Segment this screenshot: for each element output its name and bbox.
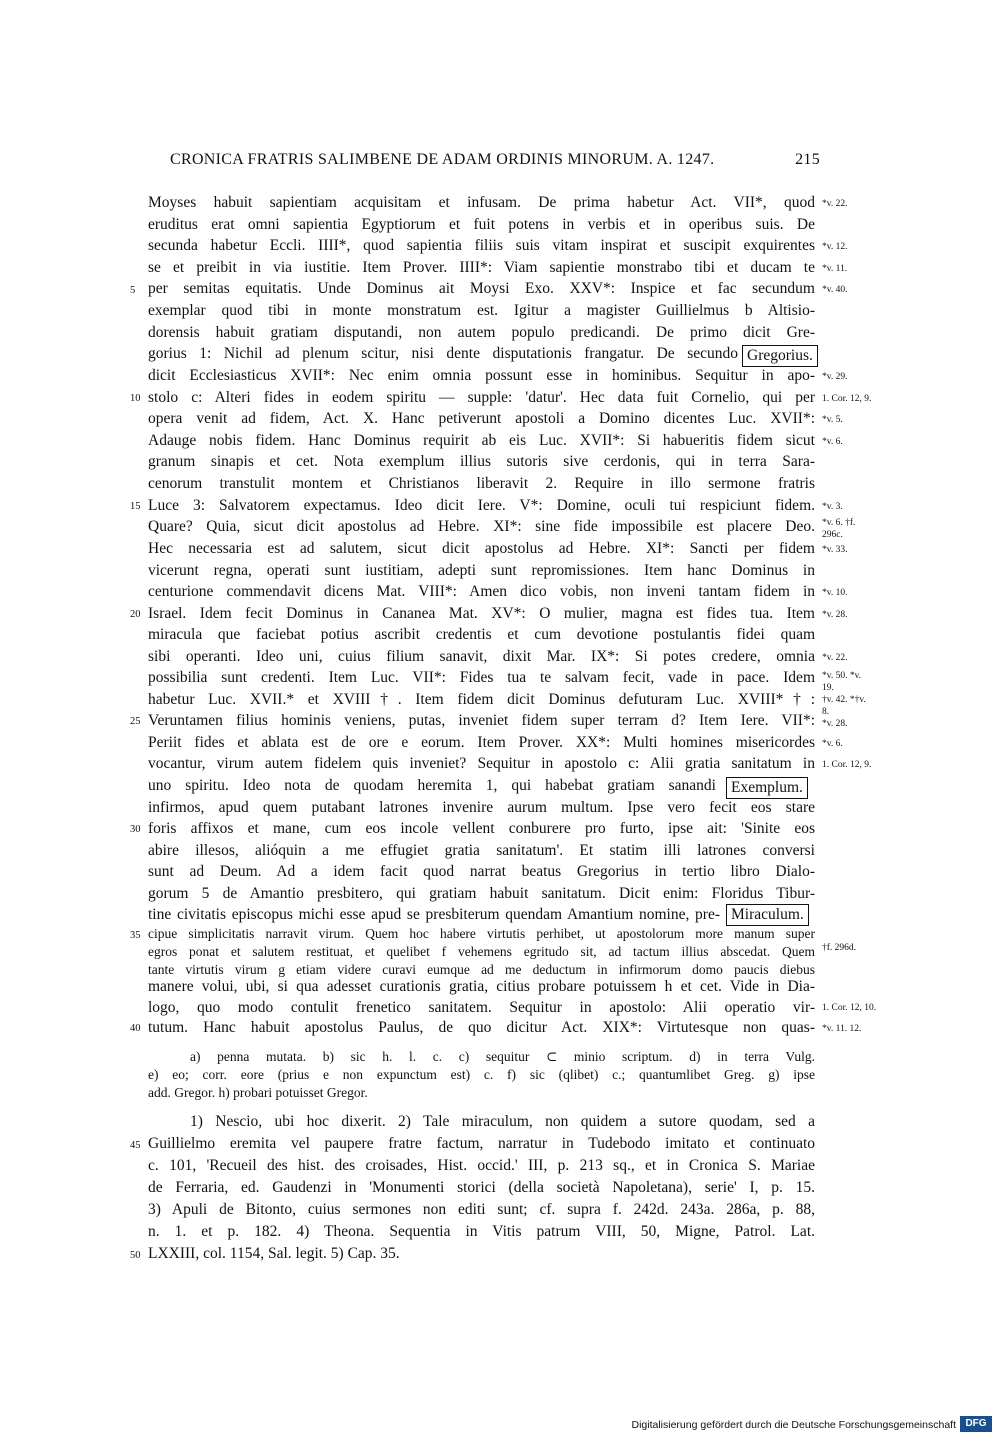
margin-reference: 1. Cor. 12, 9. [822, 760, 872, 770]
text-line: opera venit ad fidem, Act. X. Hanc petiverunt apostoli a Domino dicentes Luc. XVII*: [148, 410, 815, 427]
dfg-logo: DFG [960, 1416, 992, 1432]
margin-reference: *v. 50. *v. 19. [822, 671, 862, 693]
footnote-line: de Ferraria, ed. Gaudenzi in 'Monumenti storici (della società Napoletana), serie' I, p. 15. [148, 1179, 815, 1196]
text-line: secunda habetur Eccli. IIII*, quod sapientia filiis suis vitam inspirat et suscipit exquirentes [148, 237, 815, 254]
quote-line: tante virtutis virum g etiam videre curavi eumque ad me deductum in infirmorum domo paucis diebus [148, 962, 815, 977]
text-line: Hec necessaria est ad salutem, sicut dicit apostolus ad Hebre. XI*: Sancti per fidem [148, 540, 815, 557]
apparatus-line: a) penna mutata. b) sic h. l. c. c) sequitur ⊂ minio scriptum. d) in terra Vulg. [190, 1049, 815, 1064]
margin-reference: †v. 42. *†v. 8. [822, 695, 866, 717]
line-number: 45 [130, 1140, 141, 1151]
running-header [170, 151, 820, 175]
text-line: gorius 1: Nichil ad plenum scitur, nisi dente disputationis frangatur. De secundo [148, 345, 738, 362]
text-line: possibilia sunt credenti. Item Luc. VII*: Fides tua te salvam fecit, vade in pace. Idem [148, 669, 815, 686]
quote-line: cipue simplicitatis narravit virum. Quem hoc habere virtutis perhibet, ut apostolorum more manum super [148, 926, 815, 941]
line-number: 40 [130, 1023, 141, 1034]
footnote-line: LXXIII, col. 1154, Sal. legit. 5) Cap. 35. [148, 1245, 400, 1262]
text-line: Luce 3: Salvatorem expectamus. Ideo dicit Iere. V*: Domine, oculi tui respiciunt fidem. [148, 497, 815, 514]
text-line: vocantur, virum autem fidelem quis inveniet? Sequitur in apostolo c: Alii gratia sanitatum in [148, 755, 815, 772]
text-line: stolo c: Alteri fides in eodem spiritu — supple: 'datur'. Hec data fuit Cornelio, qui per [148, 389, 815, 406]
text-line: Quare? Quia, sicut dicit apostolus ad Hebre. XI*: sine fide impossibile est placere Deo. [148, 518, 815, 535]
line-number: 50 [130, 1250, 141, 1261]
page-number: 215 [795, 151, 820, 168]
text-line: infirmos, apud quem putabant latrones invenire aurum multum. Ipse vero fecit eos stare [148, 799, 815, 816]
margin-reference: *v. 10. [822, 588, 848, 598]
text-line: sibi operanti. Ideo uni, cuius filium sanavit, dixit Mar. IX*: Si potes credere, omnia [148, 648, 815, 665]
text-line: miracula que faciebat potius ascribit credentis et cum devotione postulantis fidei quam [148, 626, 815, 643]
margin-reference: *v. 29. [822, 372, 848, 382]
margin-reference: *v. 28. [822, 719, 848, 729]
margin-reference: *v. 5. [822, 415, 843, 425]
margin-reference: *v. 22. [822, 199, 848, 209]
margin-reference: *v. 12. [822, 242, 848, 252]
text-line: habetur Luc. XVII.* et XVIII†. Item fidem dicit Dominus defuturam Luc. XVIII*†: [148, 691, 815, 708]
marginal-box-exemplum: Exemplum. [726, 777, 808, 799]
margin-reference: 1. Cor. 12, 10. [822, 1003, 877, 1013]
margin-reference: *v. 6. [822, 739, 843, 749]
text-line: dicit Ecclesiasticus XVII*: Nec enim omnia possunt esse in hominibus. Sequitur in apo- [148, 367, 815, 384]
text-line: uno spiritu. Ideo nota de quodam heremita 1, qui habebat gratiam sanandi [148, 777, 716, 794]
text-line: dorensis habuit gratiam disputandi, non autem populo predicandi. De primo dicit Gre- [148, 324, 815, 341]
text-line: foris affixos et mane, cum eos incole vellent conburere pro furto, ipse ait: 'Sinite eos [148, 820, 815, 837]
text-line: vicerunt regna, operati sunt iustitiam, adepti sunt repromissiones. Item hanc Dominus in [148, 562, 815, 579]
text-line: Adauge nobis fidem. Hanc Dominus requirit ab eis Luc. XVII*: Si habueritis fidem sicut [148, 432, 815, 449]
text-line: sunt ad Deum. Ad a idem facit quod narrat beatus Gregorius in tertio libro Dialo- [148, 863, 815, 880]
text-line: granum sinapis et cet. Nota exemplum illius sutoris sive cerdonis, qui in terra Sara- [148, 453, 815, 470]
footnote-line: c. 101, 'Recueil des hist. des croisades, Hist. occid.' III, p. 213 sq., et in Cronica S. Mariae [148, 1157, 815, 1174]
margin-reference: *v. 28. [822, 610, 848, 620]
line-number: 20 [130, 609, 141, 620]
quote-line: egros ponat et salutem restituat, et quelibet f vehemens egritudo sit, ad tactum illius abscedat. Quem [148, 944, 815, 959]
text-line: tine civitatis episcopus michi esse apud se presbiterum quendam Amantium nomine, pre- [148, 906, 720, 923]
text-line: eruditus erat omni sapientia Egyptiorum et fuit potens in verbis et in operibus suis. De [148, 216, 815, 233]
text-line: Moyses habuit sapientiam acquisitam et infusam. De prima habetur Act. VII*, quod [148, 194, 815, 211]
text-line: cenorum transtulit montem et Christianos liberavit 2. Require in illo sermone fratris [148, 475, 815, 492]
margin-reference: *v. 6. [822, 437, 843, 447]
line-number: 35 [130, 930, 141, 941]
footnote-line: 1) Nescio, ubi hoc dixerit. 2) Tale miraculum, non quidem a sutore quodam, sed a [190, 1113, 815, 1130]
text-line: abire illesos, alióquin a me effugiet gratia sanitatum'. Et statim illi latrones conversi [148, 842, 815, 859]
digitization-credit: Digitalisierung gefördert durch die Deutsche Forschungsgemeinschaft [631, 1419, 956, 1431]
line-number: 30 [130, 824, 141, 835]
text-line: Veruntamen filius hominis veniens, putas, inveniet fidem super terram d? Item Iere. VII*: [148, 712, 815, 729]
marginal-box-miraculum: Miraculum. [726, 904, 809, 926]
line-number: 15 [130, 501, 141, 512]
apparatus-line: e) eo; corr. eore (prius e non expunctum est) c. f) sic (qlibet) c.; quantumlibet Greg. g) ipse [148, 1067, 815, 1082]
text-line: Israel. Idem fecit Dominus in Cananea Mat. XV*: O mulier, magna est fides tua. Item [148, 605, 815, 622]
text-line: gorum 5 de Amantio presbitero, qui gratiam habuit sanitatum. Dicit enim: Floridus Tibur- [148, 885, 815, 902]
text-line: tutum. Hanc habuit apostolus Paulus, de quo dicitur Act. XIX*: Virtutesque non quas- [148, 1019, 815, 1036]
footnote-line: Guillielmo eremita vel paupere fratre factum, narratur in Tudebodo imitato et continuato [148, 1135, 815, 1152]
text-line: per semitas equitatis. Unde Dominus ait Moysi Exo. XXV*: Inspice et fac secundum [148, 280, 815, 297]
margin-reference: *v. 22. [822, 653, 848, 663]
margin-reference: *v. 11. 12. [822, 1024, 862, 1034]
text-line: Periit fides et ablata est de ore e eorum. Item Prover. XX*: Multi homines misericordes [148, 734, 815, 751]
running-title: CRONICA FRATRIS SALIMBENE DE ADAM ORDINIS MINORUM. A. 1247. [170, 151, 715, 168]
footnote-line: 3) Apuli de Bitonto, cuius sermones non editi sunt; cf. supra f. 242d. 243a. 286a, p. 88, [148, 1201, 815, 1218]
apparatus-line: add. Gregor. h) probari potuisset Gregor. [148, 1085, 368, 1100]
text-line: exemplar quod tibi in monte monstratum est. Igitur a magister Guillielmus b Altisio- [148, 302, 815, 319]
line-number: 25 [130, 716, 141, 727]
margin-reference: †f. 296d. [822, 943, 857, 953]
margin-reference: *v. 33. [822, 545, 848, 555]
line-number: 10 [130, 393, 141, 404]
text-line: centurione commendavit dicens Mat. VIII*: Amen dico vobis, non inveni tantam fidem in [148, 583, 815, 600]
margin-reference: 1. Cor. 12, 9. [822, 394, 872, 404]
text-line: manere volui, ubi, si qua adesset curationis gratia, citius probare potuissem h et cet. Vide in Dia- [148, 978, 815, 995]
margin-reference: *v. 6. †f. 296c. [822, 518, 856, 540]
text-line: se et preibit in via iustitie. Item Prover. IIII*: Viam sapientie monstrabo tibi et ducam te [148, 259, 815, 276]
text-line: logo, quo modo contulit frenetico sanitatem. Sequitur in apostolo: Alii operatio vir- [148, 999, 815, 1016]
margin-reference: *v. 3. [822, 502, 843, 512]
margin-reference: *v. 11. [822, 264, 848, 274]
marginal-box-gregorius: Gregorius. [742, 345, 818, 367]
line-number: 5 [130, 285, 136, 296]
footnote-line: n. 1. et p. 182. 4) Theona. Sequentia in Vitis patrum VIII, 50, Migne, Patrol. Lat. [148, 1223, 815, 1240]
margin-reference: *v. 40. [822, 285, 848, 295]
